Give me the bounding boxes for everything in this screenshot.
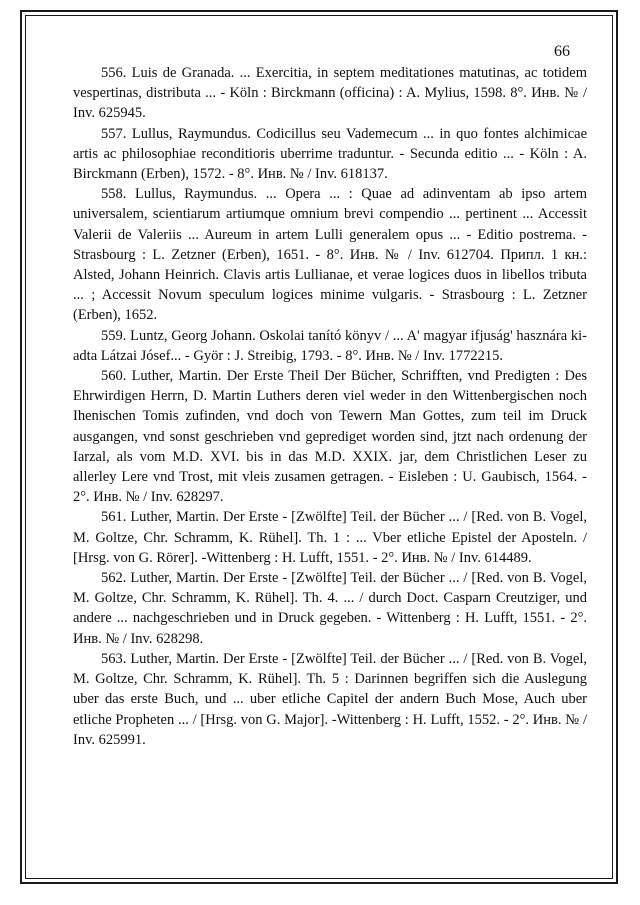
- entry-text: Luther, Martin. Der Erste - [Zwölfte] Teil. der Bücher ... / [Red. von B. Vogel, M. Goltze, Chr. Schramm, K. Rühel]. Th. 4. ... / durch Doct. Casparn Creutziger, und andere ... nachgeschrieben und in Druck gegeben. - Wittenberg : H. Lufft, 1551. - 2°. Инв. № / Inv. 628298.: [73, 570, 588, 647]
- entry-number: 563.: [101, 650, 127, 667]
- catalog-entry-557: [73, 124, 587, 185]
- entry-number: 556.: [101, 65, 127, 81]
- entry-number: 558.: [101, 186, 127, 203]
- entry-text: Luis de Granada. ... Exercitia, in septem meditationes matutinas, ac totidem vespertinas, distributa ... - Köln : Birckmann (officina) : A. Mylius, 1598. 8°. Инв. № / Inv. 625945.: [73, 65, 587, 122]
- entry-text: Luther, Martin. Der Erste Theil Der Bücher, Schrifften, vnd Predigten : Des Ehrwirdigen Herrn, D. Martin Luthers deren viel weder in den Wittenbergischen noch Ihenischen Tomis zufinden, vnd doch von Tewern Man Gottes, zum teil im Druck ausgangen, vnd sonst geschrieben vnd geprediget worden sind, jtzt nach ordenung der Iarzal, als vom M.D. XVI. bis in das M.D. XXIX. jar, dem Christlichen Leser zu allerley Lere vnd Trost, mit vleis zusamen getragen. - Eisleben : U. Gaubisch, 1564. - 2°. Инв. № / Inv. 628297.: [73, 368, 588, 506]
- catalog-entry-561: [73, 507, 587, 568]
- entry-number: 562.: [101, 570, 127, 587]
- catalog-entry-563: [73, 649, 587, 750]
- entry-text: Luther, Martin. Der Erste - [Zwölfte] Teil. der Bücher ... / [Red. von B. Vogel, M. Goltze, Chr. Schramm, K. Rühel]. Th. 1 : ... Vber etliche Epistel der Aposteln. / [Hrsg. von G. Rörer]. -Wittenberg : H. Lufft, 1551. - 2°. Инв. № / Inv. 614489.: [73, 509, 588, 566]
- catalog-entry-559: [73, 326, 587, 366]
- catalog-entries: [73, 63, 587, 750]
- entry-text: Luntz, Georg Johann. Oskolai tanító könyv / ... A' magyar ifjuság' hasznára ki-adta Látzai Jósef... - Györ : J. Streibig, 1793. - 8°. Инв. № / Inv. 1772215.: [73, 327, 587, 364]
- catalog-entry-560: [73, 366, 587, 507]
- entry-number: 557.: [101, 125, 127, 142]
- page-number: 66: [554, 43, 570, 60]
- entry-text: Lullus, Raymundus. ... Opera ... : Quae ad adinventam ab ipso artem universalem, scientiarum artiumque omnium brevi compendio ... pertinent ... Accessit Valerii de Valeriis ... Aureum in artem Lulli generalem opus ... - Editio postrema. - Strasbourg : L. Zetzner (Erben), 1651. - 8°. Инв. № / Inv. 612704. Припл. 1 кн.: Alsted, Johann Heinrich. Clavis artis Lullianae, et verae logices duos in libellos tributa ... ; Accessit Novum speculum logices minime vulgaris. - Strasbourg : L. Zetzner (Erben), 1652.: [73, 186, 588, 324]
- catalog-entry-556: [73, 63, 587, 124]
- entry-text: Lullus, Raymundus. Codicillus seu Vademecum ... in quo fontes alchimicae artis ac philosophiae reconditioris uberrime traduntur. - Secunda editio ... - Köln : A. Birckmann (Erben), 1572. - 8°. Инв. № / Inv. 618137.: [73, 125, 587, 183]
- catalog-entry-558: [73, 184, 587, 325]
- entry-number: 561.: [101, 509, 127, 526]
- entry-number: 559.: [101, 327, 127, 344]
- entry-number: 560.: [101, 368, 127, 385]
- entry-text: Luther, Martin. Der Erste - [Zwölfte] Teil. der Bücher ... / [Red. von B. Vogel, M. Goltze, Chr. Schramm, K. Rühel]. Th. 5 : Darinnen begriffen sich die Auslegung uber das erste Buch, und ... uber etliche Capitel der andern Buch Mose, Auch uber etliche Propheten ... / [Hrsg. von G. Major]. -Wittenberg : H. Lufft, 1552. - 2°. Инв. № / Inv. 625991.: [73, 650, 588, 748]
- catalog-entry-562: [73, 568, 587, 649]
